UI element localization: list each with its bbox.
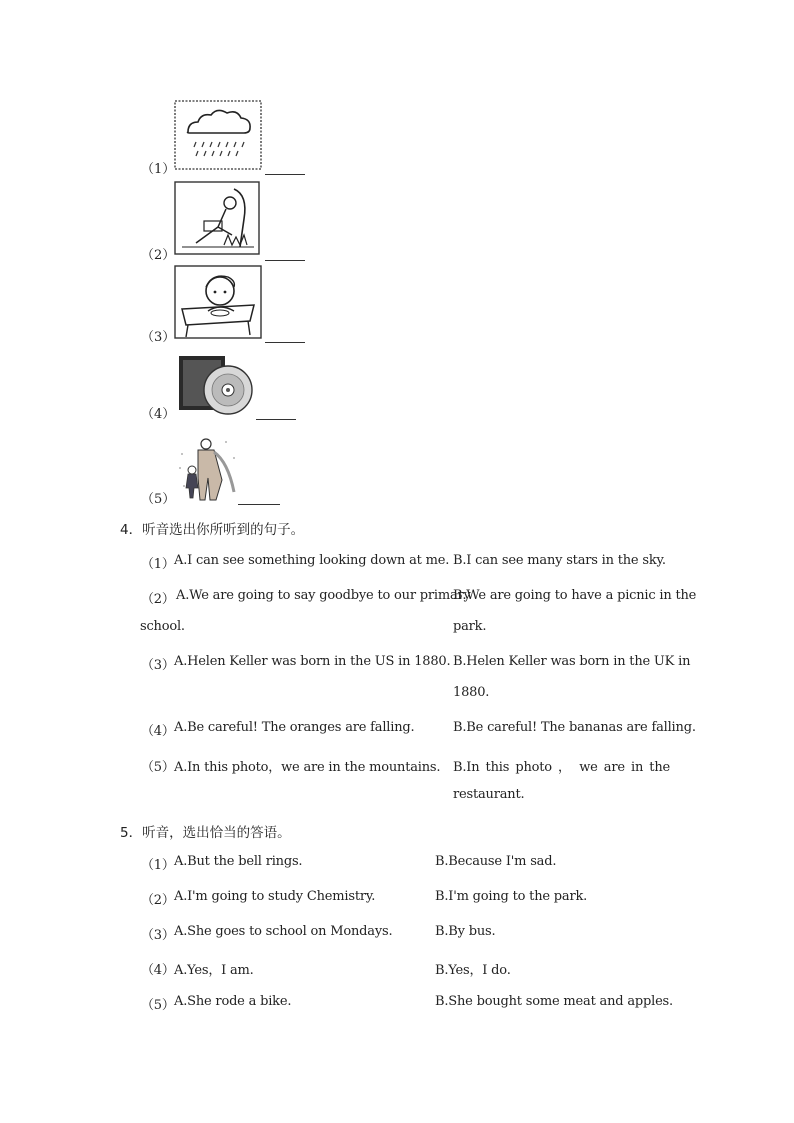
- answer-blank[interactable]: [265, 341, 305, 343]
- option-b-line-1: B.We are going to have a picnic in the: [453, 588, 697, 603]
- option-a[interactable]: A.Yes，I am.: [174, 963, 254, 978]
- cd-disc-icon: [176, 352, 256, 418]
- boy-eating-icon: [174, 265, 262, 339]
- question-number: （4）: [141, 724, 175, 739]
- option-b-line-1: B.In this photo ， we are in the: [453, 760, 670, 775]
- question-number: （2）: [141, 592, 175, 607]
- option-a[interactable]: A.In this photo，we are in the mountains.: [174, 760, 441, 775]
- question-number: （5）: [141, 760, 175, 775]
- question-number: （2）: [141, 893, 175, 908]
- item-number: （1）: [141, 162, 176, 177]
- option-b[interactable]: B.By bus.: [435, 924, 496, 939]
- section-title: 4．听音选出你所听到的句子。: [120, 522, 305, 538]
- question-number: （1）: [141, 557, 175, 572]
- question-number: （3）: [141, 658, 175, 673]
- option-b[interactable]: B.Be careful! The bananas are falling.: [453, 720, 696, 735]
- option-a[interactable]: A.Be careful! The oranges are falling.: [174, 720, 415, 735]
- answer-blank[interactable]: [238, 503, 280, 505]
- option-b-line-2: 1880.: [453, 685, 490, 700]
- option-b[interactable]: [453, 756, 670, 775]
- section-title: 5．听音，选出恰当的答语。: [120, 825, 291, 841]
- question-number: （4）: [141, 963, 175, 978]
- item-number: （5）: [141, 492, 176, 507]
- option-a-line-2: school.: [140, 619, 185, 634]
- option-a[interactable]: A.She rode a bike.: [174, 994, 292, 1009]
- answer-blank[interactable]: [256, 418, 296, 420]
- option-a-line-1: A.We are going to say goodbye to our primary: [176, 588, 471, 603]
- option-a[interactable]: [176, 588, 471, 603]
- answer-blank[interactable]: [265, 173, 305, 175]
- option-b-line-2: restaurant.: [453, 787, 525, 802]
- option-b[interactable]: B.I'm going to the park.: [435, 889, 588, 904]
- option-a[interactable]: A.I'm going to study Chemistry.: [174, 889, 376, 904]
- option-a[interactable]: A.But the bell rings.: [174, 854, 303, 869]
- option-b[interactable]: B.I can see many stars in the sky.: [453, 553, 666, 568]
- option-b-line-1: B.Helen Keller was born in the UK in: [453, 654, 691, 669]
- girl-sitting-icon: [174, 181, 260, 255]
- option-b-line-2: park.: [453, 619, 487, 634]
- option-b[interactable]: B.She bought some meat and apples.: [435, 994, 673, 1009]
- rain-cloud-icon: [174, 100, 262, 170]
- option-b[interactable]: [453, 588, 697, 603]
- option-a[interactable]: A.She goes to school on Mondays.: [174, 924, 393, 939]
- answer-blank[interactable]: [265, 259, 305, 261]
- item-number: （3）: [141, 330, 176, 345]
- option-b[interactable]: [453, 654, 691, 669]
- question-number: （5）: [141, 998, 175, 1013]
- item-number: （2）: [141, 248, 176, 263]
- option-a[interactable]: A.I can see something looking down at me.: [174, 553, 450, 568]
- item-number: （4）: [141, 407, 176, 422]
- option-b[interactable]: B.Because I'm sad.: [435, 854, 557, 869]
- question-number: （3）: [141, 928, 175, 943]
- option-a[interactable]: A.Helen Keller was born in the US in 1880.: [174, 654, 451, 669]
- question-number: （1）: [141, 858, 175, 873]
- option-b[interactable]: B.Yes，I do.: [435, 963, 511, 978]
- father-and-child-icon: [176, 434, 240, 504]
